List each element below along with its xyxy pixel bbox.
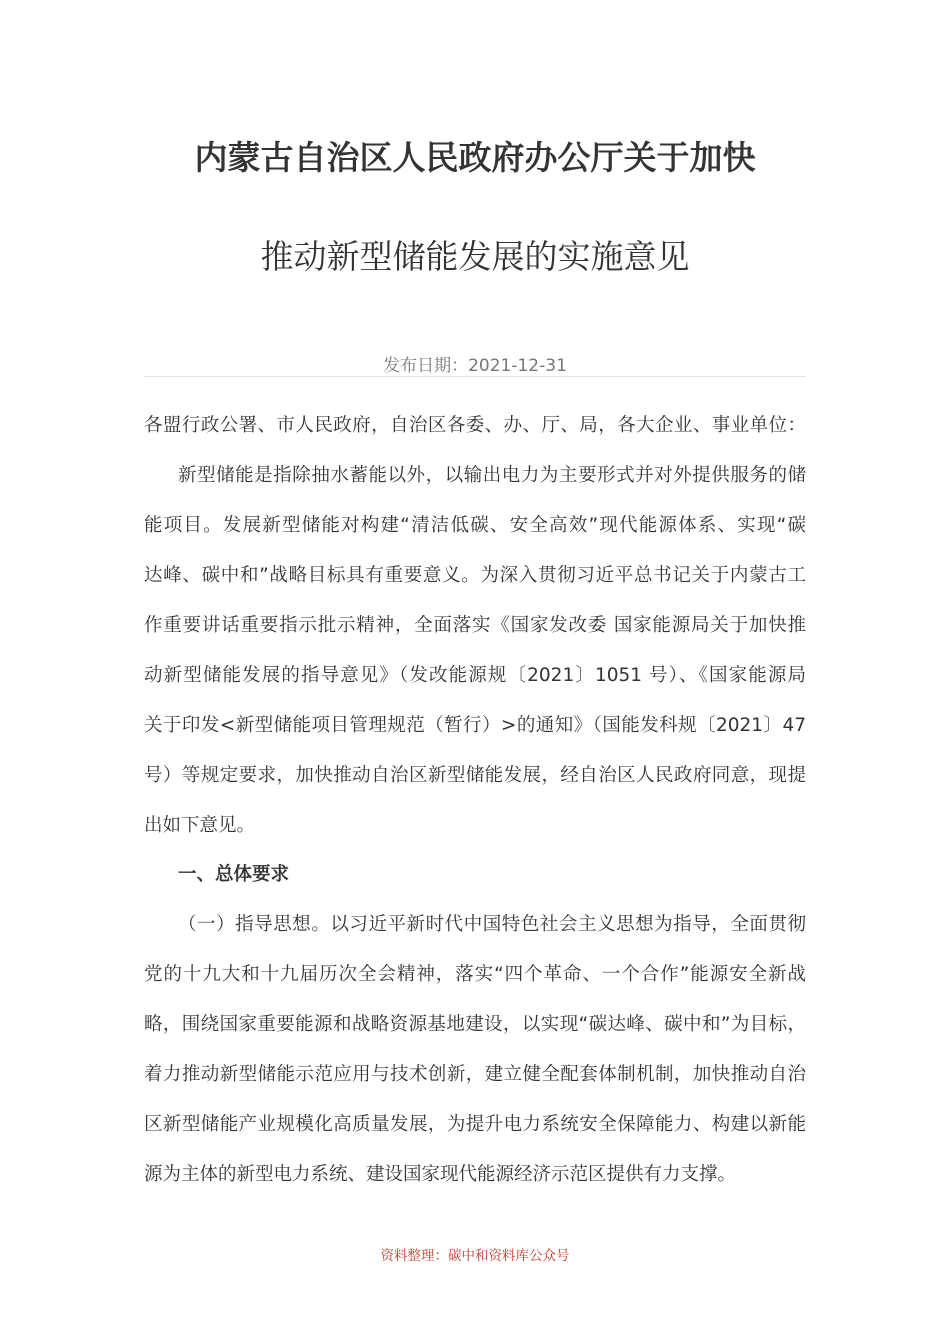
paragraph-2-line: 着力推动新型储能示范应用与技术创新，建立健全配套体制机制，加快推动自治 xyxy=(144,1064,806,1085)
footer-source-note: 资料整理：碳中和资料库公众号 xyxy=(380,1248,570,1264)
section-heading: 一、总体要求 xyxy=(178,864,290,885)
salutation: 各盟行政公署、市人民政府，自治区各委、办、厅、局，各大企业、事业单位： xyxy=(144,415,806,436)
paragraph-1-line: 出如下意见。 xyxy=(144,815,256,836)
header-divider xyxy=(144,376,806,377)
paragraph-2-line: 略，围绕国家重要能源和战略资源基地建设，以实现“碳达峰、碳中和”为目标， xyxy=(144,1014,806,1035)
paragraph-1-line: 关于印发<新型储能项目管理规范（暂行）>的通知》（国能发科规〔2021〕47 xyxy=(144,715,806,736)
paragraph-1-line: 新型储能是指除抽水蓄能以外，以输出电力为主要形式并对外提供服务的储 xyxy=(178,465,806,486)
paragraph-2-line: 区新型储能产业规模化高质量发展，为提升电力系统安全保障能力、构建以新能 xyxy=(144,1114,806,1135)
paragraph-1-line: 能项目。发展新型储能对构建“清洁低碳、安全高效”现代能源体系、实现“碳 xyxy=(144,515,806,536)
paragraph-1-line: 号）等规定要求，加快推动自治区新型储能发展，经自治区人民政府同意，现提 xyxy=(144,765,806,786)
paragraph-1-line: 达峰、碳中和”战略目标具有重要意义。为深入贯彻习近平总书记关于内蒙古工 xyxy=(144,565,806,586)
document-title-line-1: 内蒙古自治区人民政府办公厅关于加快 xyxy=(194,138,756,177)
document-title-line-2: 推动新型储能发展的实施意见 xyxy=(260,237,690,276)
paragraph-1-line: 动新型储能发展的指导意见》（发改能源规〔2021〕1051 号）、《国家能源局 xyxy=(144,665,806,686)
paragraph-2-line: （一）指导思想。以习近平新时代中国特色社会主义思想为指导，全面贯彻 xyxy=(178,914,806,935)
publish-date: 发布日期：2021-12-31 xyxy=(383,356,567,376)
paragraph-2-line: 源为主体的新型电力系统、建设国家现代能源经济示范区提供有力支撑。 xyxy=(144,1164,737,1185)
paragraph-2-line: 党的十九大和十九届历次全会精神，落实“四个革命、一个合作”能源安全新战 xyxy=(144,964,806,985)
paragraph-1-line: 作重要讲话重要指示批示精神，全面落实《国家发改委 国家能源局关于加快推 xyxy=(144,615,806,636)
